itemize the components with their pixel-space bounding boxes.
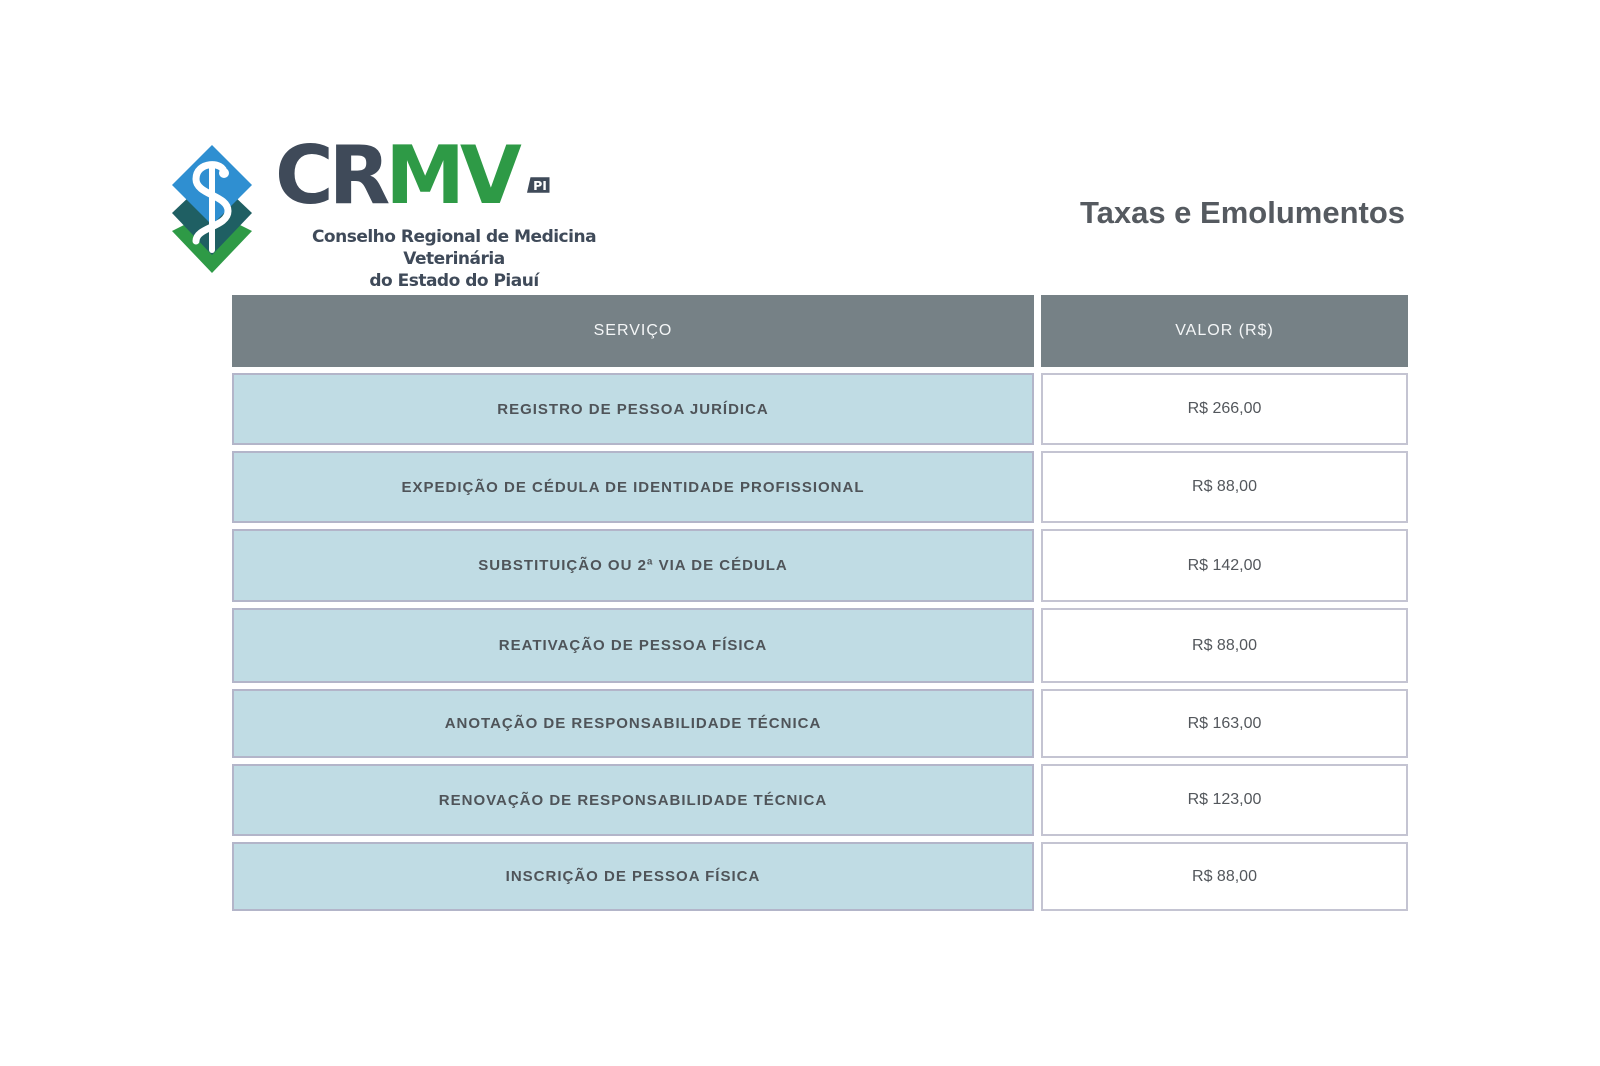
value-cell: R$ 123,00 — [1041, 764, 1408, 836]
logo-letters-dark: CR — [275, 129, 386, 222]
logo-subtitle-line2: do Estado do Piauí — [369, 271, 539, 291]
crmv-logo-emblem-icon — [166, 145, 258, 275]
service-cell: INSCRIÇÃO DE PESSOA FÍSICA — [232, 842, 1034, 911]
table-row — [232, 764, 1408, 836]
logo-pi-badge — [527, 154, 617, 216]
logo-subtitle-line1: Conselho Regional de Medicina Veterinária — [311, 227, 597, 269]
value-cell: R$ 88,00 — [1041, 451, 1408, 523]
fees-table — [232, 295, 1408, 917]
value-cell: R$ 163,00 — [1041, 689, 1408, 758]
page-title: Taxas e Emolumentos — [1079, 195, 1405, 230]
value-cell: R$ 266,00 — [1041, 373, 1408, 445]
logo-letters-green: MV — [385, 129, 517, 222]
service-cell: REATIVAÇÃO DE PESSOA FÍSICA — [232, 608, 1034, 683]
table-row — [232, 689, 1408, 758]
service-cell: SUBSTITUIÇÃO OU 2ª VIA DE CÉDULA — [232, 529, 1034, 602]
table-row — [232, 529, 1408, 602]
header-value: VALOR (R$) — [1041, 295, 1408, 367]
table-header-row — [232, 295, 1408, 367]
value-cell: R$ 88,00 — [1041, 608, 1408, 683]
table-row — [232, 608, 1408, 683]
service-cell: ANOTAÇÃO DE RESPONSABILIDADE TÉCNICA — [232, 689, 1034, 758]
table-row — [232, 373, 1408, 445]
service-cell: EXPEDIÇÃO DE CÉDULA DE IDENTIDADE PROFISSIONAL — [232, 451, 1034, 523]
header-service: SERVIÇO — [232, 295, 1034, 367]
service-cell: REGISTRO DE PESSOA JURÍDICA — [232, 373, 1034, 445]
table-row — [232, 451, 1408, 523]
logo-letters — [275, 129, 517, 222]
service-cell: RENOVAÇÃO DE RESPONSABILIDADE TÉCNICA — [232, 764, 1034, 836]
value-cell: R$ 142,00 — [1041, 529, 1408, 602]
table-row — [232, 842, 1408, 911]
logo-subtitle — [270, 226, 638, 292]
logo-badge-text: PI — [533, 178, 547, 193]
value-cell: R$ 88,00 — [1041, 842, 1408, 911]
